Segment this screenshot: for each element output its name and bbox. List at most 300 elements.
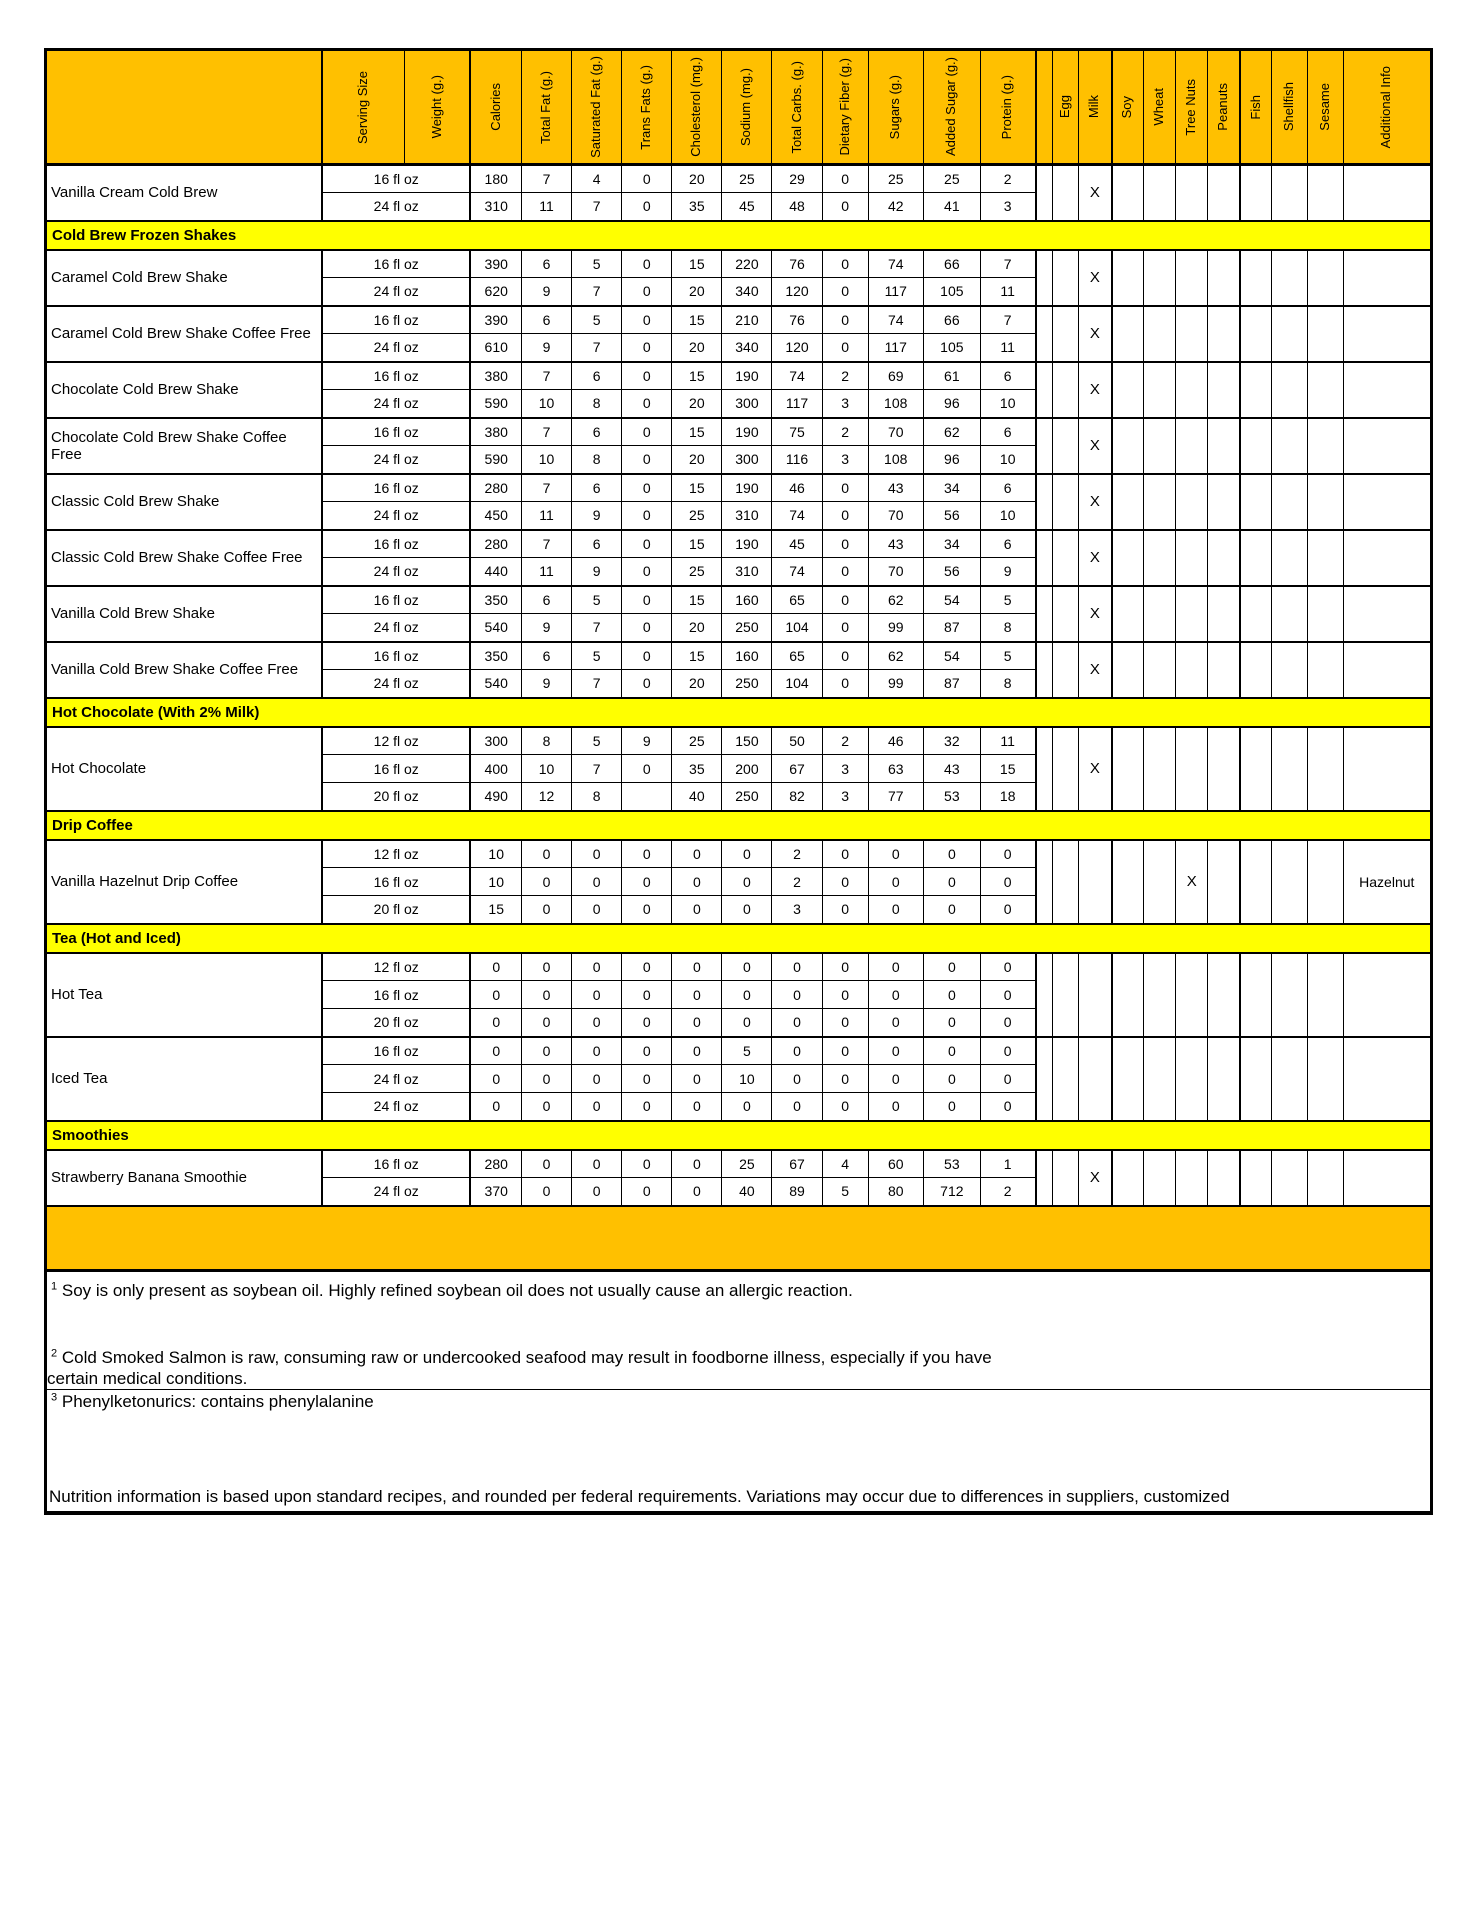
allergen-cell-soy bbox=[1112, 362, 1144, 418]
value-cell-sugars: 63 bbox=[868, 755, 923, 783]
allergen-cell-egg bbox=[1053, 1150, 1079, 1206]
allergen-cell-sesame bbox=[1307, 250, 1343, 306]
value-cell-added-sugar: 0 bbox=[923, 981, 980, 1009]
value-cell-calories: 590 bbox=[470, 390, 521, 418]
value-cell-added-sugar: 25 bbox=[923, 165, 980, 193]
value-cell-sugars: 0 bbox=[868, 981, 923, 1009]
value-cell-dietary-fiber: 0 bbox=[822, 306, 868, 334]
column-header-calories bbox=[470, 50, 521, 165]
value-cell-sodium: 160 bbox=[722, 642, 772, 670]
value-cell-calories: 540 bbox=[470, 614, 521, 642]
value-cell-sugars: 0 bbox=[868, 1037, 923, 1065]
column-header-peanuts bbox=[1208, 50, 1240, 165]
value-cell-calories: 620 bbox=[470, 278, 521, 306]
value-cell-sugars: 62 bbox=[868, 642, 923, 670]
value-cell-trans-fats: 0 bbox=[622, 1150, 672, 1178]
value-cell-cholesterol: 25 bbox=[672, 502, 722, 530]
value-cell-total-fat: 0 bbox=[522, 981, 572, 1009]
value-cell-dietary-fiber: 0 bbox=[822, 558, 868, 586]
value-cell-total-carbs: 74 bbox=[772, 558, 822, 586]
value-cell-sugars: 117 bbox=[868, 334, 923, 362]
allergen-cell-sesame bbox=[1307, 530, 1343, 586]
value-cell-sodium: 250 bbox=[722, 614, 772, 642]
value-cell-total-carbs: 50 bbox=[772, 727, 822, 755]
spacer-cell bbox=[1036, 165, 1053, 221]
value-cell-cholesterol: 15 bbox=[672, 250, 722, 278]
value-cell-saturated-fat: 6 bbox=[572, 530, 622, 558]
value-cell-trans-fats: 0 bbox=[622, 642, 672, 670]
value-cell-added-sugar: 32 bbox=[923, 727, 980, 755]
value-cell-dietary-fiber: 0 bbox=[822, 1037, 868, 1065]
additional-info-cell bbox=[1343, 727, 1431, 811]
value-cell-calories: 0 bbox=[470, 1093, 521, 1121]
value-cell-sodium: 150 bbox=[722, 727, 772, 755]
allergen-cell-peanuts bbox=[1208, 418, 1240, 474]
value-cell-trans-fats: 0 bbox=[622, 278, 672, 306]
value-cell-calories: 0 bbox=[470, 953, 521, 981]
value-cell-total-carbs: 65 bbox=[772, 642, 822, 670]
serving-size-cell: 24 fl oz bbox=[322, 334, 470, 362]
allergen-cell-sesame bbox=[1307, 474, 1343, 530]
allergen-cell-milk bbox=[1079, 953, 1112, 1037]
value-cell-total-fat: 6 bbox=[522, 250, 572, 278]
value-cell-sodium: 300 bbox=[722, 446, 772, 474]
value-cell-added-sugar: 56 bbox=[923, 502, 980, 530]
value-cell-protein: 0 bbox=[980, 840, 1035, 868]
value-cell-saturated-fat: 7 bbox=[572, 755, 622, 783]
value-cell-sugars: 43 bbox=[868, 530, 923, 558]
value-cell-protein: 18 bbox=[980, 783, 1035, 811]
value-cell-total-fat: 10 bbox=[522, 755, 572, 783]
allergen-cell-fish bbox=[1240, 418, 1272, 474]
serving-size-cell: 12 fl oz bbox=[322, 953, 470, 981]
value-cell-saturated-fat: 0 bbox=[572, 1065, 622, 1093]
value-cell-sodium: 0 bbox=[722, 896, 772, 924]
allergen-cell-fish bbox=[1240, 642, 1272, 698]
value-cell-protein: 0 bbox=[980, 896, 1035, 924]
serving-size-cell: 24 fl oz bbox=[322, 193, 470, 221]
value-cell-calories: 390 bbox=[470, 306, 521, 334]
value-cell-total-fat: 0 bbox=[522, 840, 572, 868]
allergen-cell-milk: X bbox=[1079, 642, 1112, 698]
value-cell-trans-fats: 0 bbox=[622, 334, 672, 362]
allergen-cell-tree-nuts bbox=[1176, 165, 1208, 221]
value-cell-total-fat: 0 bbox=[522, 896, 572, 924]
value-cell-trans-fats: 0 bbox=[622, 953, 672, 981]
value-cell-protein: 3 bbox=[980, 193, 1035, 221]
serving-size-cell: 16 fl oz bbox=[322, 1037, 470, 1065]
additional-info-cell bbox=[1343, 418, 1431, 474]
value-cell-sugars: 117 bbox=[868, 278, 923, 306]
value-cell-calories: 490 bbox=[470, 783, 521, 811]
value-cell-calories: 15 bbox=[470, 896, 521, 924]
value-cell-trans-fats: 0 bbox=[622, 390, 672, 418]
value-cell-sugars: 60 bbox=[868, 1150, 923, 1178]
value-cell-trans-fats: 0 bbox=[622, 250, 672, 278]
value-cell-added-sugar: 0 bbox=[923, 953, 980, 981]
footnote-3-text: Phenylketonurics: contains phenylalanine bbox=[61, 1392, 374, 1412]
allergen-cell-tree-nuts bbox=[1176, 474, 1208, 530]
section-header: Cold Brew Frozen Shakes bbox=[46, 221, 1432, 250]
serving-size-cell: 16 fl oz bbox=[322, 418, 470, 446]
column-header-total-carbs-g bbox=[772, 50, 822, 165]
allergen-cell-milk: X bbox=[1079, 306, 1112, 362]
spacer-column-header bbox=[1036, 50, 1053, 165]
allergen-cell-tree-nuts bbox=[1176, 586, 1208, 642]
value-cell-calories: 280 bbox=[470, 474, 521, 502]
value-cell-protein: 7 bbox=[980, 306, 1035, 334]
value-cell-cholesterol: 25 bbox=[672, 727, 722, 755]
value-cell-trans-fats: 0 bbox=[622, 1093, 672, 1121]
value-cell-calories: 0 bbox=[470, 1009, 521, 1037]
value-cell-total-carbs: 3 bbox=[772, 896, 822, 924]
allergen-cell-milk: X bbox=[1079, 1150, 1112, 1206]
value-cell-added-sugar: 96 bbox=[923, 390, 980, 418]
allergen-cell-soy bbox=[1112, 953, 1144, 1037]
serving-size-cell: 16 fl oz bbox=[322, 362, 470, 390]
allergen-cell-sesame bbox=[1307, 165, 1343, 221]
value-cell-total-carbs: 46 bbox=[772, 474, 822, 502]
spacer-cell bbox=[1036, 250, 1053, 306]
value-cell-sodium: 190 bbox=[722, 530, 772, 558]
spacer-cell bbox=[1036, 530, 1053, 586]
footnote-soy bbox=[51, 1280, 1430, 1301]
value-cell-sugars: 43 bbox=[868, 474, 923, 502]
value-cell-dietary-fiber: 2 bbox=[822, 362, 868, 390]
product-name: Hot Chocolate bbox=[46, 727, 323, 811]
value-cell-cholesterol: 0 bbox=[672, 1009, 722, 1037]
allergen-cell-tree-nuts bbox=[1176, 250, 1208, 306]
footnote-phenylketonurics bbox=[51, 1391, 1430, 1412]
footnote-1-marker: 1 bbox=[51, 1279, 58, 1292]
value-cell-trans-fats: 0 bbox=[622, 558, 672, 586]
value-cell-dietary-fiber: 0 bbox=[822, 278, 868, 306]
value-cell-dietary-fiber: 2 bbox=[822, 727, 868, 755]
value-cell-sodium: 0 bbox=[722, 1093, 772, 1121]
column-header-sodium-mg bbox=[722, 50, 772, 165]
serving-size-cell: 16 fl oz bbox=[322, 868, 470, 896]
value-cell-total-carbs: 82 bbox=[772, 783, 822, 811]
value-cell-total-carbs: 0 bbox=[772, 1065, 822, 1093]
value-cell-dietary-fiber: 0 bbox=[822, 614, 868, 642]
value-cell-cholesterol: 15 bbox=[672, 530, 722, 558]
value-cell-added-sugar: 34 bbox=[923, 530, 980, 558]
allergen-cell-tree-nuts: X bbox=[1176, 840, 1208, 924]
allergen-cell-shellfish bbox=[1272, 727, 1307, 811]
allergen-cell-wheat bbox=[1144, 250, 1176, 306]
value-cell-trans-fats: 0 bbox=[622, 502, 672, 530]
allergen-cell-wheat bbox=[1144, 530, 1176, 586]
value-cell-cholesterol: 0 bbox=[672, 1065, 722, 1093]
allergen-cell-shellfish bbox=[1272, 530, 1307, 586]
value-cell-sugars: 99 bbox=[868, 670, 923, 698]
allergen-cell-fish bbox=[1240, 727, 1272, 811]
value-cell-dietary-fiber: 3 bbox=[822, 783, 868, 811]
value-cell-cholesterol: 35 bbox=[672, 193, 722, 221]
value-cell-cholesterol: 15 bbox=[672, 306, 722, 334]
value-cell-added-sugar: 34 bbox=[923, 474, 980, 502]
allergen-cell-tree-nuts bbox=[1176, 530, 1208, 586]
value-cell-calories: 390 bbox=[470, 250, 521, 278]
allergen-cell-shellfish bbox=[1272, 306, 1307, 362]
column-header-shellfish bbox=[1272, 50, 1307, 165]
footnote-2-text-line2: certain medical conditions. bbox=[47, 1369, 248, 1388]
value-cell-saturated-fat: 0 bbox=[572, 1178, 622, 1206]
spacer-cell bbox=[1036, 362, 1053, 418]
allergen-cell-shellfish bbox=[1272, 1150, 1307, 1206]
column-header-label: Additional Info bbox=[1378, 65, 1394, 149]
value-cell-total-fat: 7 bbox=[522, 418, 572, 446]
value-cell-added-sugar: 66 bbox=[923, 306, 980, 334]
value-cell-dietary-fiber: 0 bbox=[822, 642, 868, 670]
value-cell-trans-fats: 0 bbox=[622, 614, 672, 642]
value-cell-trans-fats: 0 bbox=[622, 418, 672, 446]
value-cell-total-carbs: 74 bbox=[772, 502, 822, 530]
serving-size-cell: 24 fl oz bbox=[322, 670, 470, 698]
additional-info-cell bbox=[1343, 530, 1431, 586]
section-header: Drip Coffee bbox=[46, 811, 1432, 840]
value-cell-sodium: 0 bbox=[722, 1009, 772, 1037]
allergen-cell-wheat bbox=[1144, 474, 1176, 530]
column-header-trans-fats-g bbox=[622, 50, 672, 165]
footnote-2-marker: 2 bbox=[51, 1347, 58, 1360]
product-name: Strawberry Banana Smoothie bbox=[46, 1150, 323, 1206]
value-cell-saturated-fat: 8 bbox=[572, 446, 622, 474]
serving-size-cell: 16 fl oz bbox=[322, 250, 470, 278]
value-cell-sodium: 250 bbox=[722, 783, 772, 811]
value-cell-protein: 10 bbox=[980, 390, 1035, 418]
value-cell-total-fat: 7 bbox=[522, 165, 572, 193]
column-header-total-fat-g bbox=[522, 50, 572, 165]
allergen-cell-wheat bbox=[1144, 362, 1176, 418]
allergen-cell-wheat bbox=[1144, 1037, 1176, 1121]
value-cell-added-sugar: 54 bbox=[923, 586, 980, 614]
value-cell-cholesterol: 15 bbox=[672, 586, 722, 614]
value-cell-protein: 11 bbox=[980, 727, 1035, 755]
column-header-label: Calories bbox=[487, 83, 503, 131]
value-cell-dietary-fiber: 0 bbox=[822, 1009, 868, 1037]
value-cell-total-carbs: 76 bbox=[772, 250, 822, 278]
value-cell-protein: 9 bbox=[980, 558, 1035, 586]
value-cell-saturated-fat: 0 bbox=[572, 1093, 622, 1121]
value-cell-sodium: 25 bbox=[722, 1150, 772, 1178]
value-cell-saturated-fat: 0 bbox=[572, 981, 622, 1009]
allergen-cell-milk: X bbox=[1079, 586, 1112, 642]
allergen-cell-sesame bbox=[1307, 1150, 1343, 1206]
column-header-saturated-fat-g bbox=[572, 50, 622, 165]
value-cell-total-carbs: 0 bbox=[772, 1037, 822, 1065]
value-cell-trans-fats: 0 bbox=[622, 755, 672, 783]
column-header-label: Shellfish bbox=[1281, 82, 1297, 132]
value-cell-calories: 10 bbox=[470, 868, 521, 896]
allergen-cell-egg bbox=[1053, 642, 1079, 698]
value-cell-added-sugar: 96 bbox=[923, 446, 980, 474]
value-cell-added-sugar: 53 bbox=[923, 783, 980, 811]
value-cell-total-carbs: 67 bbox=[772, 755, 822, 783]
allergen-cell-milk: X bbox=[1079, 362, 1112, 418]
value-cell-total-carbs: 65 bbox=[772, 586, 822, 614]
value-cell-total-fat: 0 bbox=[522, 1093, 572, 1121]
column-header-fish bbox=[1240, 50, 1272, 165]
additional-info-cell bbox=[1343, 1150, 1431, 1206]
value-cell-trans-fats: 0 bbox=[622, 1037, 672, 1065]
serving-size-cell: 24 fl oz bbox=[322, 558, 470, 586]
column-header-label: Cholesterol (mg.) bbox=[688, 57, 704, 157]
allergen-cell-wheat bbox=[1144, 953, 1176, 1037]
value-cell-calories: 180 bbox=[470, 165, 521, 193]
value-cell-dietary-fiber: 0 bbox=[822, 896, 868, 924]
value-cell-calories: 350 bbox=[470, 586, 521, 614]
value-cell-sugars: 70 bbox=[868, 558, 923, 586]
value-cell-sugars: 99 bbox=[868, 614, 923, 642]
value-cell-sodium: 45 bbox=[722, 193, 772, 221]
value-cell-total-carbs: 0 bbox=[772, 1009, 822, 1037]
value-cell-added-sugar: 43 bbox=[923, 755, 980, 783]
nutrition-sheet bbox=[44, 48, 1433, 1515]
value-cell-added-sugar: 62 bbox=[923, 418, 980, 446]
value-cell-added-sugar: 66 bbox=[923, 250, 980, 278]
allergen-cell-milk: X bbox=[1079, 418, 1112, 474]
value-cell-cholesterol: 15 bbox=[672, 474, 722, 502]
value-cell-sodium: 160 bbox=[722, 586, 772, 614]
value-cell-dietary-fiber: 0 bbox=[822, 953, 868, 981]
value-cell-dietary-fiber: 0 bbox=[822, 502, 868, 530]
value-cell-total-carbs: 117 bbox=[772, 390, 822, 418]
spacer-cell bbox=[1036, 418, 1053, 474]
value-cell-calories: 590 bbox=[470, 446, 521, 474]
value-cell-saturated-fat: 8 bbox=[572, 783, 622, 811]
column-header-label: Saturated Fat (g.) bbox=[588, 56, 604, 158]
value-cell-sodium: 340 bbox=[722, 334, 772, 362]
value-cell-total-carbs: 0 bbox=[772, 953, 822, 981]
serving-size-cell: 16 fl oz bbox=[322, 755, 470, 783]
allergen-cell-shellfish bbox=[1272, 418, 1307, 474]
value-cell-cholesterol: 15 bbox=[672, 418, 722, 446]
value-cell-protein: 11 bbox=[980, 334, 1035, 362]
allergen-cell-peanuts bbox=[1208, 586, 1240, 642]
allergen-cell-peanuts bbox=[1208, 306, 1240, 362]
value-cell-added-sugar: 0 bbox=[923, 1037, 980, 1065]
allergen-cell-soy bbox=[1112, 840, 1144, 924]
value-cell-total-fat: 0 bbox=[522, 953, 572, 981]
value-cell-trans-fats: 0 bbox=[622, 840, 672, 868]
additional-info-cell bbox=[1343, 1037, 1431, 1121]
allergen-cell-fish bbox=[1240, 953, 1272, 1037]
value-cell-sugars: 42 bbox=[868, 193, 923, 221]
value-cell-sugars: 74 bbox=[868, 306, 923, 334]
value-cell-dietary-fiber: 3 bbox=[822, 755, 868, 783]
allergen-cell-shellfish bbox=[1272, 362, 1307, 418]
value-cell-total-fat: 12 bbox=[522, 783, 572, 811]
value-cell-protein: 1 bbox=[980, 1150, 1035, 1178]
value-cell-added-sugar: 0 bbox=[923, 840, 980, 868]
allergen-cell-peanuts bbox=[1208, 1037, 1240, 1121]
value-cell-total-fat: 11 bbox=[522, 193, 572, 221]
value-cell-sugars: 0 bbox=[868, 896, 923, 924]
value-cell-trans-fats bbox=[622, 783, 672, 811]
value-cell-calories: 450 bbox=[470, 502, 521, 530]
value-cell-trans-fats: 0 bbox=[622, 981, 672, 1009]
value-cell-total-fat: 0 bbox=[522, 868, 572, 896]
product-name: Chocolate Cold Brew Shake bbox=[46, 362, 323, 418]
column-header-label: Total Carbs. (g.) bbox=[788, 60, 804, 154]
value-cell-sodium: 310 bbox=[722, 502, 772, 530]
value-cell-dietary-fiber: 3 bbox=[822, 446, 868, 474]
allergen-cell-soy bbox=[1112, 642, 1144, 698]
value-cell-total-carbs: 104 bbox=[772, 614, 822, 642]
column-header-tree-nuts bbox=[1176, 50, 1208, 165]
value-cell-total-fat: 0 bbox=[522, 1065, 572, 1093]
allergen-cell-tree-nuts bbox=[1176, 418, 1208, 474]
column-header-label: Weight (g.) bbox=[428, 75, 444, 139]
additional-info-cell bbox=[1343, 306, 1431, 362]
value-cell-trans-fats: 0 bbox=[622, 165, 672, 193]
value-cell-sugars: 0 bbox=[868, 1093, 923, 1121]
value-cell-dietary-fiber: 0 bbox=[822, 1065, 868, 1093]
allergen-cell-peanuts bbox=[1208, 362, 1240, 418]
value-cell-protein: 8 bbox=[980, 670, 1035, 698]
value-cell-protein: 0 bbox=[980, 1065, 1035, 1093]
value-cell-protein: 2 bbox=[980, 1178, 1035, 1206]
value-cell-saturated-fat: 9 bbox=[572, 502, 622, 530]
value-cell-sodium: 5 bbox=[722, 1037, 772, 1065]
allergen-cell-fish bbox=[1240, 362, 1272, 418]
value-cell-cholesterol: 15 bbox=[672, 362, 722, 390]
value-cell-cholesterol: 20 bbox=[672, 165, 722, 193]
value-cell-calories: 0 bbox=[470, 1037, 521, 1065]
value-cell-added-sugar: 712 bbox=[923, 1178, 980, 1206]
spacer-cell bbox=[1036, 586, 1053, 642]
value-cell-saturated-fat: 7 bbox=[572, 670, 622, 698]
spacer-cell bbox=[1036, 1037, 1053, 1121]
item-name-column-header bbox=[46, 50, 323, 165]
allergen-cell-fish bbox=[1240, 474, 1272, 530]
value-cell-total-fat: 0 bbox=[522, 1150, 572, 1178]
value-cell-dietary-fiber: 0 bbox=[822, 250, 868, 278]
value-cell-calories: 440 bbox=[470, 558, 521, 586]
allergen-cell-tree-nuts bbox=[1176, 1037, 1208, 1121]
value-cell-sodium: 190 bbox=[722, 362, 772, 390]
column-header-label: Soy bbox=[1119, 95, 1135, 119]
additional-info-cell bbox=[1343, 953, 1431, 1037]
value-cell-sodium: 250 bbox=[722, 670, 772, 698]
allergen-cell-shellfish bbox=[1272, 586, 1307, 642]
column-header-label: Serving Size bbox=[354, 70, 370, 144]
value-cell-calories: 300 bbox=[470, 727, 521, 755]
value-cell-total-carbs: 67 bbox=[772, 1150, 822, 1178]
allergen-cell-shellfish bbox=[1272, 474, 1307, 530]
value-cell-trans-fats: 0 bbox=[622, 446, 672, 474]
allergen-cell-shellfish bbox=[1272, 250, 1307, 306]
value-cell-sodium: 200 bbox=[722, 755, 772, 783]
value-cell-trans-fats: 0 bbox=[622, 530, 672, 558]
column-header-label: Dietary Fiber (g.) bbox=[836, 58, 852, 156]
allergen-cell-sesame bbox=[1307, 362, 1343, 418]
value-cell-cholesterol: 15 bbox=[672, 642, 722, 670]
allergen-cell-shellfish bbox=[1272, 840, 1307, 924]
value-cell-total-carbs: 75 bbox=[772, 418, 822, 446]
value-cell-trans-fats: 9 bbox=[622, 727, 672, 755]
value-cell-dietary-fiber: 0 bbox=[822, 840, 868, 868]
nutrition-table bbox=[44, 48, 1433, 1272]
value-cell-saturated-fat: 6 bbox=[572, 418, 622, 446]
column-header-label: Sugars (g.) bbox=[887, 74, 903, 140]
value-cell-dietary-fiber: 0 bbox=[822, 165, 868, 193]
value-cell-dietary-fiber: 0 bbox=[822, 474, 868, 502]
spacer-cell bbox=[1036, 306, 1053, 362]
value-cell-sodium: 40 bbox=[722, 1178, 772, 1206]
value-cell-saturated-fat: 7 bbox=[572, 614, 622, 642]
